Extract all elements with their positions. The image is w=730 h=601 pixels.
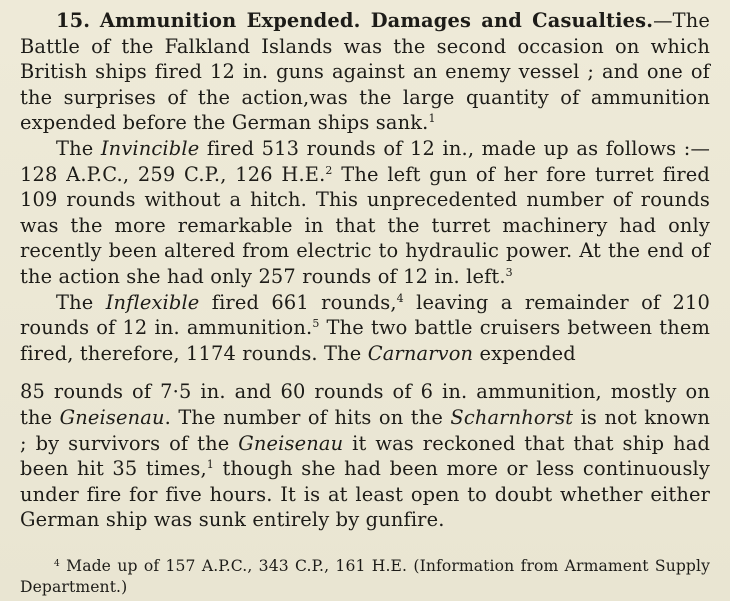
para4-text-e: though she had been more or less continuously under fire for five hours. It is at least open to doubt whether either German ship was sunk entirely by gunfire.: [20, 457, 710, 532]
para2-text-b: The left gun of her fore turret fired 109 rounds without a hitch. This unprecedented number of rounds was the more remarkable in that the turret machinery had only recently been altered from electric to hydraulic power. At the end of the action she had only 257 rounds of 12 in. left.: [20, 162, 710, 288]
para3-lead: The: [56, 290, 106, 314]
para3-text-c: The two battle cruisers between them fired, therefore, 1174 rounds. The: [20, 316, 710, 365]
footnote-ref: 4: [396, 291, 404, 305]
paragraph-continued: [20, 379, 710, 533]
footnote-ref: 5: [312, 317, 320, 331]
footnote-ref: 1: [428, 112, 436, 126]
paragraph-section-heading: [20, 8, 710, 136]
ship-name-inflexible: Inflexible: [105, 290, 200, 314]
footnote-ref: 3: [505, 265, 513, 279]
footnote-ref: 2: [325, 163, 333, 177]
ship-name-carnarvon: Carnarvon: [367, 341, 474, 365]
ship-name-gneisenau: Gneisenau: [238, 431, 344, 455]
para4-text-a: 85 rounds of 7·5 in. and 60 rounds of 6 in. ammunition, mostly on the: [20, 380, 710, 429]
ship-name-invincible: Invincible: [100, 136, 200, 160]
paragraph-inflexible: [20, 290, 710, 367]
intro-text: —The Battle of the Falkland Islands was the second occasion on which British ships fired 12 in. guns against an enemy vessel ; and one of the surprises of the action,was the large quantity of ammunition expended before the German ships sank.: [20, 9, 710, 135]
para2-text-a: fired 513 rounds of 12 in., made up as follows :— 128 A.P.C., 259 C.P., 126 H.E.: [20, 136, 710, 186]
ship-name-gneisenau: Gneisenau: [59, 405, 165, 429]
para3-text-a: fired 661 rounds,: [199, 290, 397, 314]
para4-text-d: it was reckoned that that ship had been hit 35 times,: [20, 431, 711, 481]
para4-text-b: . The number of hits on the: [164, 405, 451, 429]
section-heading: Ammunition Expended. Damages and Casualties.: [99, 9, 654, 32]
paragraph-invincible: [20, 136, 710, 290]
section-number: 15.: [56, 9, 91, 32]
footnote-marker: 4: [54, 559, 60, 569]
footnote: [20, 556, 710, 598]
footnote-ref: 1: [206, 458, 214, 472]
ship-name-scharnhorst: Scharnhorst: [450, 405, 574, 429]
para2-lead: The: [56, 136, 101, 160]
footnote-text: Made up of 157 A.P.C., 343 C.P., 161 H.E. (Information from Armament Supply Department.): [20, 557, 710, 596]
para4-text-c: is not known ; by survivors of the: [20, 405, 710, 455]
para3-text-b: leaving a remainder of 210 rounds of 12 in. ammunition.: [20, 290, 711, 340]
para3-text-d: expended: [473, 341, 576, 365]
body-text: [20, 8, 710, 533]
